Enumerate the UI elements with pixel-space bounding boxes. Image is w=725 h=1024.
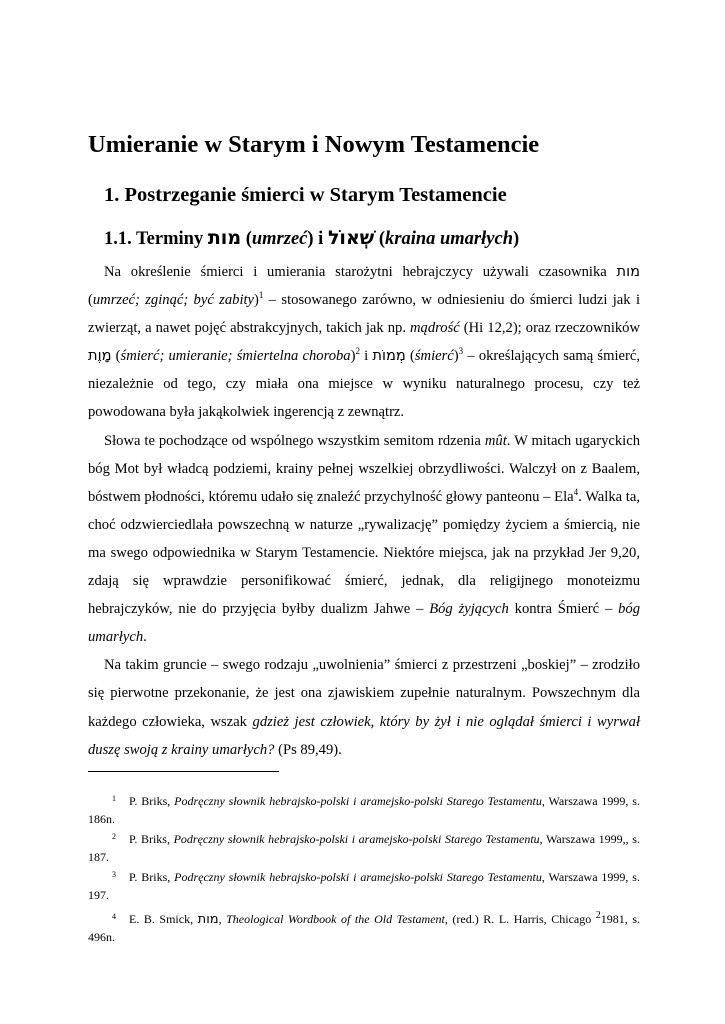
- italic-text: Bóg żyjących: [429, 601, 509, 618]
- paragraph: [88, 651, 640, 763]
- italic-text: Podręczny słownik hebrajsko-polski i aramejsko-polski Starego Testamentu: [174, 870, 542, 884]
- term2-gloss: kraina umarłych: [385, 229, 513, 249]
- text-run: . Walka ta, choć odzwierciedlała powszechną w naturze „rywalizację” pomiędzy życiem a śmiercią, nie ma swego odpowiednika w Starym Testamencie. Niektóre miejsca, jak na przykład Jer 9,20, zdają się wprawdzie personifikować śmierć, jednak, dla religijnego monoteizmu hebrajczyków, nie do przyjęcia byłby dualizm Jahwe –: [88, 488, 640, 618]
- subsection-heading: 1.1. Terminy מות (umrzeć) i שְׁאוֹל (kraina umarłych): [104, 227, 520, 249]
- text-run: P. Briks,: [129, 794, 175, 808]
- text-run: (: [111, 348, 121, 365]
- hebrew-word: מָוֶת: [88, 347, 112, 365]
- footnote-separator: [88, 771, 279, 772]
- text-run: (: [88, 292, 93, 309]
- italic-text: Theological Wordbook of the Old Testament: [226, 912, 445, 926]
- section-heading: 1. Postrzeganie śmierci w Starym Testamencie: [104, 184, 507, 206]
- text-run: (: [405, 348, 415, 365]
- footnote: 3 P. Briks, Podręczny słownik hebrajsko-polski i aramejsko-polski Starego Testamentu, Warszawa 1999, s. 197.: [88, 870, 640, 902]
- text-run: Na określenie śmierci i umierania starożytni hebrajczycy używali czasownika: [104, 264, 617, 280]
- italic-text: mądrość: [410, 320, 460, 337]
- footnote-ref: 4: [573, 486, 579, 497]
- subsection-prefix: 1.1. Terminy: [104, 229, 204, 249]
- paragraph: [88, 258, 640, 427]
- italic-text: gdzież jest człowiek, który by żył i nie oglądał śmierci i wyrwał duszę swoją z krainy umarłych?: [88, 713, 640, 758]
- text-run: P. Briks,: [129, 832, 174, 846]
- text-run: , Warszawa 1999,, s. 187.: [88, 832, 640, 864]
- text-run: ,: [218, 912, 227, 926]
- text-run: Na takim gruncie – swego rodzaju „uwolnienia” śmierci z przestrzeni „boskiej” – zrodziło się pierwotne przekonanie, że jest ona zjawiskiem zupełnie naturalnym. Powszechnym dla każdego człowieka, wszak: [88, 657, 640, 730]
- hebrew-term-mwt: מות: [207, 227, 242, 249]
- text-run: ): [453, 348, 459, 365]
- body-text: [88, 258, 640, 764]
- italic-text: śmierć; umieranie; śmiertelna choroba: [120, 348, 351, 365]
- text-run: , Warszawa 1999, s. 186n.: [88, 794, 640, 826]
- text-run: Słowa te pochodzące od wspólnego wszystkim semitom rdzenia: [104, 432, 485, 449]
- footnote: 1 P. Briks, Podręczny słownik hebrajsko-polski i aramejsko-polski Starego Testamentu, Warszawa 1999, s. 186n.: [88, 794, 640, 826]
- text-run: E. B. Smick,: [129, 912, 198, 926]
- text-run: , (red.) R. L. Harris, Chicago: [444, 912, 596, 926]
- text-run: .: [143, 629, 147, 646]
- text-run: P. Briks,: [129, 870, 175, 884]
- paragraph: [88, 427, 640, 652]
- text-run: ): [350, 348, 356, 365]
- page-title: Umieranie w Starym i Nowym Testamencie: [88, 131, 540, 158]
- footnote-ref: 1: [258, 290, 264, 301]
- text-run: kontra Śmierć –: [508, 601, 619, 618]
- footnote-ref: 3: [458, 346, 464, 357]
- italic-text: umrzeć; zginąć; być zabity: [92, 292, 255, 309]
- footnotes: [88, 793, 640, 949]
- text-run: ): [254, 292, 259, 309]
- term1-gloss: umrzeć: [251, 229, 308, 249]
- footnote: 4 E. B. Smick, מות, Theological Wordbook of the Old Testament, (red.) R. L. Harris, Chicago $^2$1981, s. 496n.: [88, 910, 640, 944]
- hebrew-word: מְמוֹת: [372, 347, 406, 365]
- hebrew-word: מות: [197, 912, 219, 927]
- italic-text: mût: [484, 432, 507, 449]
- hebrew-word: מות: [616, 263, 640, 280]
- text-run: . W mitach ugaryckich bóg Mot był władcą podziemi, krainy pełnej wszelkiej obrzydliwości. Walczył on z Baalem, bóstwem płodności, któremu udało się znaleźć przychylność głowy panteonu – Ela: [88, 432, 640, 505]
- text-run: , Warszawa 1999, s. 197.: [88, 870, 640, 902]
- italic-text: bóg umarłych: [88, 601, 640, 646]
- subsection-joiner: i: [318, 229, 324, 249]
- footnote: 2 P. Briks, Podręczny słownik hebrajsko-polski i aramejsko-polski Starego Testamentu, Warszawa 1999,, s. 187.: [88, 832, 640, 864]
- italic-text: śmierć: [414, 348, 454, 365]
- text-run: – określających samą śmierć, niezależnie od tego, czy miała ona miejsce w wyniku naturalnego procesu, czy też powodowana była jakąkolwiek ingerencją z zewnątrz.: [88, 348, 640, 421]
- footnote-ref: 2: [355, 346, 360, 357]
- text-run: (Hi 12,2); oraz rzeczowników: [459, 320, 641, 337]
- italic-text: Podręczny słownik hebrajsko-polski i aramejsko-polski Starego Testamentu: [173, 832, 540, 846]
- text-run: 1981, s. 496n.: [88, 912, 640, 944]
- footnote-ref: 2: [595, 910, 601, 921]
- text-run: – stosowanego zarówno, w odniesieniu do śmierci ludzi jak i zwierząt, a nawet pojęć abstrakcyjnych, takich jak np.: [88, 292, 640, 337]
- hebrew-term-sheol: שְׁאוֹל: [327, 227, 375, 249]
- text-run: (Ps 89,49).: [274, 741, 342, 758]
- italic-text: Podręczny słownik hebrajsko-polski i aramejsko-polski Starego Testamentu: [174, 794, 542, 808]
- text-run: i: [359, 348, 373, 365]
